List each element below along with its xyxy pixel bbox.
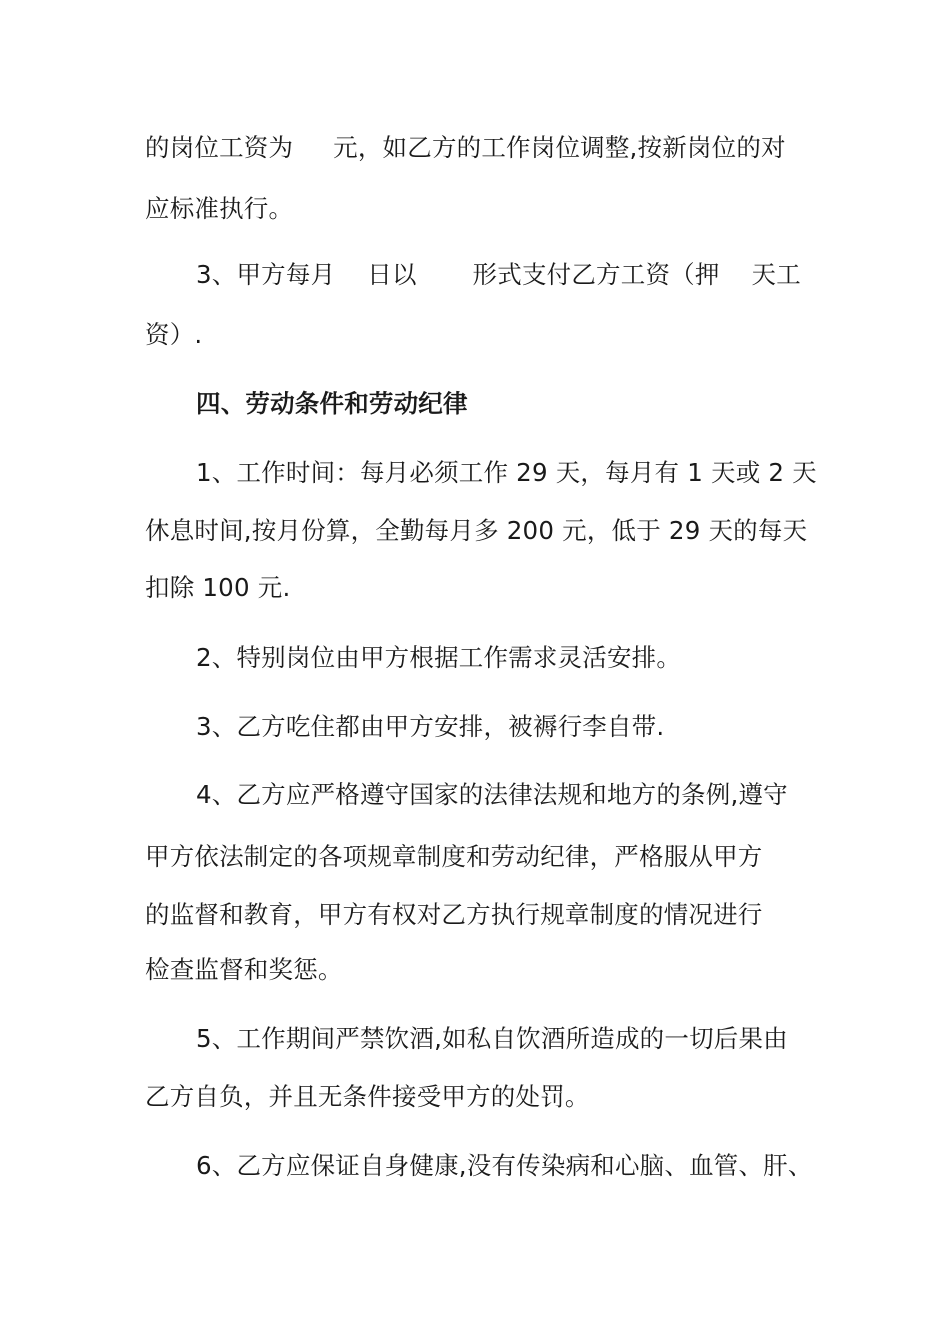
text-line: 甲方依法制定的各项规章制度和劳动纪律，严格服从甲方 — [145, 842, 763, 871]
text-line: 2、特别岗位由甲方根据工作需求灵活安排。 — [196, 643, 682, 672]
text-line: 的监督和教育，甲方有权对乙方执行规章制度的情况进行 — [145, 900, 763, 929]
text-line: 扣除 100 元. — [145, 573, 291, 602]
text-line: 乙方自负，并且无条件接受甲方的处罚。 — [145, 1082, 590, 1111]
text-line: 1、工作时间：每月必须工作 29 天，每月有 1 天或 2 天 — [196, 458, 817, 487]
text-line: 检查监督和奖惩。 — [145, 955, 343, 984]
text-line: 6、乙方应保证自身健康,没有传染病和心脑、血管、肝、 — [196, 1151, 813, 1180]
text-line: 的岗位工资为 元，如乙方的工作岗位调整,按新岗位的对 — [145, 133, 786, 162]
text-line: 资）. — [145, 320, 203, 349]
text-line: 3、甲方每月 日以 形式支付乙方工资（押 天工 — [196, 260, 801, 289]
text-line: 5、工作期间严禁饮酒,如私自饮酒所造成的一切后果由 — [196, 1024, 788, 1053]
text-line: 应标准执行。 — [145, 194, 294, 223]
section-heading: 四、劳动条件和劳动纪律 — [196, 389, 468, 418]
text-line: 3、乙方吃住都由甲方安排，被褥行李自带. — [196, 712, 665, 741]
text-line: 4、乙方应严格遵守国家的法律法规和地方的条例,遵守 — [196, 780, 788, 809]
text-line: 休息时间,按月份算，全勤每月多 200 元，低于 29 天的每天 — [145, 516, 808, 545]
